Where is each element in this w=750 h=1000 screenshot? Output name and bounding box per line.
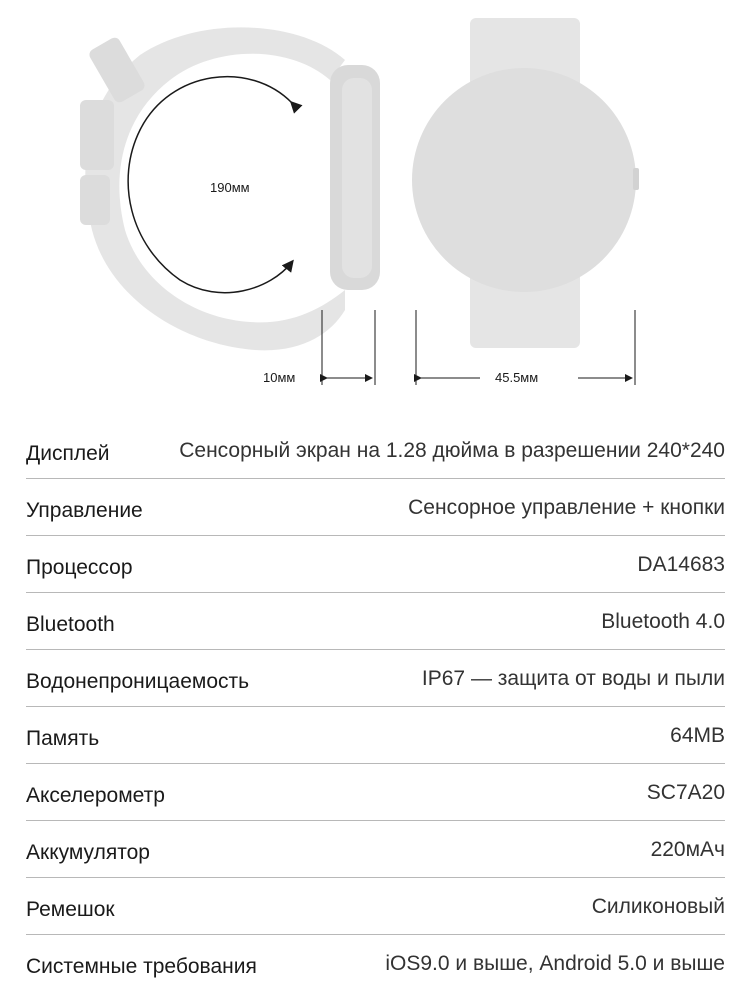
spec-row [26,935,725,992]
spec-label: Системные требования [26,955,257,978]
spec-row [26,536,725,593]
spec-label: Аккумулятор [26,841,150,864]
circumference-label: 190мм [210,180,250,195]
spec-row [26,479,725,536]
spec-value: IP67 — защита от воды и пыли [421,667,725,690]
specs-table [26,422,725,992]
spec-value: Сенсорное управление + кнопки [408,496,725,519]
spec-value: iOS9.0 и выше, Android 5.0 и выше [385,952,725,975]
spec-row [26,422,725,479]
watch-front-view [412,18,639,348]
watch-face [412,68,636,292]
spec-value: 220мАч [650,838,725,861]
spec-row [26,707,725,764]
spec-label: Память [26,727,100,750]
spec-value: Bluetooth 4.0 [601,610,725,633]
spec-label: Процессор [26,556,133,579]
watch-glass-side [342,78,372,278]
watch-side-view [80,27,380,350]
spec-row [26,878,725,935]
spec-label: Акселерометр [26,784,165,807]
spec-value: 64MB [670,724,725,747]
spec-row [26,650,725,707]
watch-dimensions-diagram [0,0,750,400]
band-keeper [80,100,114,170]
spec-row [26,764,725,821]
spec-value: Сенсорный экран на 1.28 дюйма в разрешении 240*240 [179,439,725,462]
spec-row [26,593,725,650]
spec-value: DA14683 [637,553,725,576]
spec-label: Управление [26,499,143,522]
crown-button [633,168,639,190]
spec-label: Водонепроницаемость [26,670,250,693]
spec-value: Силиконовый [591,895,725,918]
thickness-label: 10мм [263,370,296,385]
spec-label: Дисплей [26,442,110,465]
spec-row [26,821,725,878]
spec-value: SC7A20 [646,781,725,804]
spec-label: Bluetooth [26,613,115,636]
diameter-label: 45.5мм [495,370,539,385]
band-keeper [80,175,110,225]
spec-label: Ремешок [26,898,115,921]
